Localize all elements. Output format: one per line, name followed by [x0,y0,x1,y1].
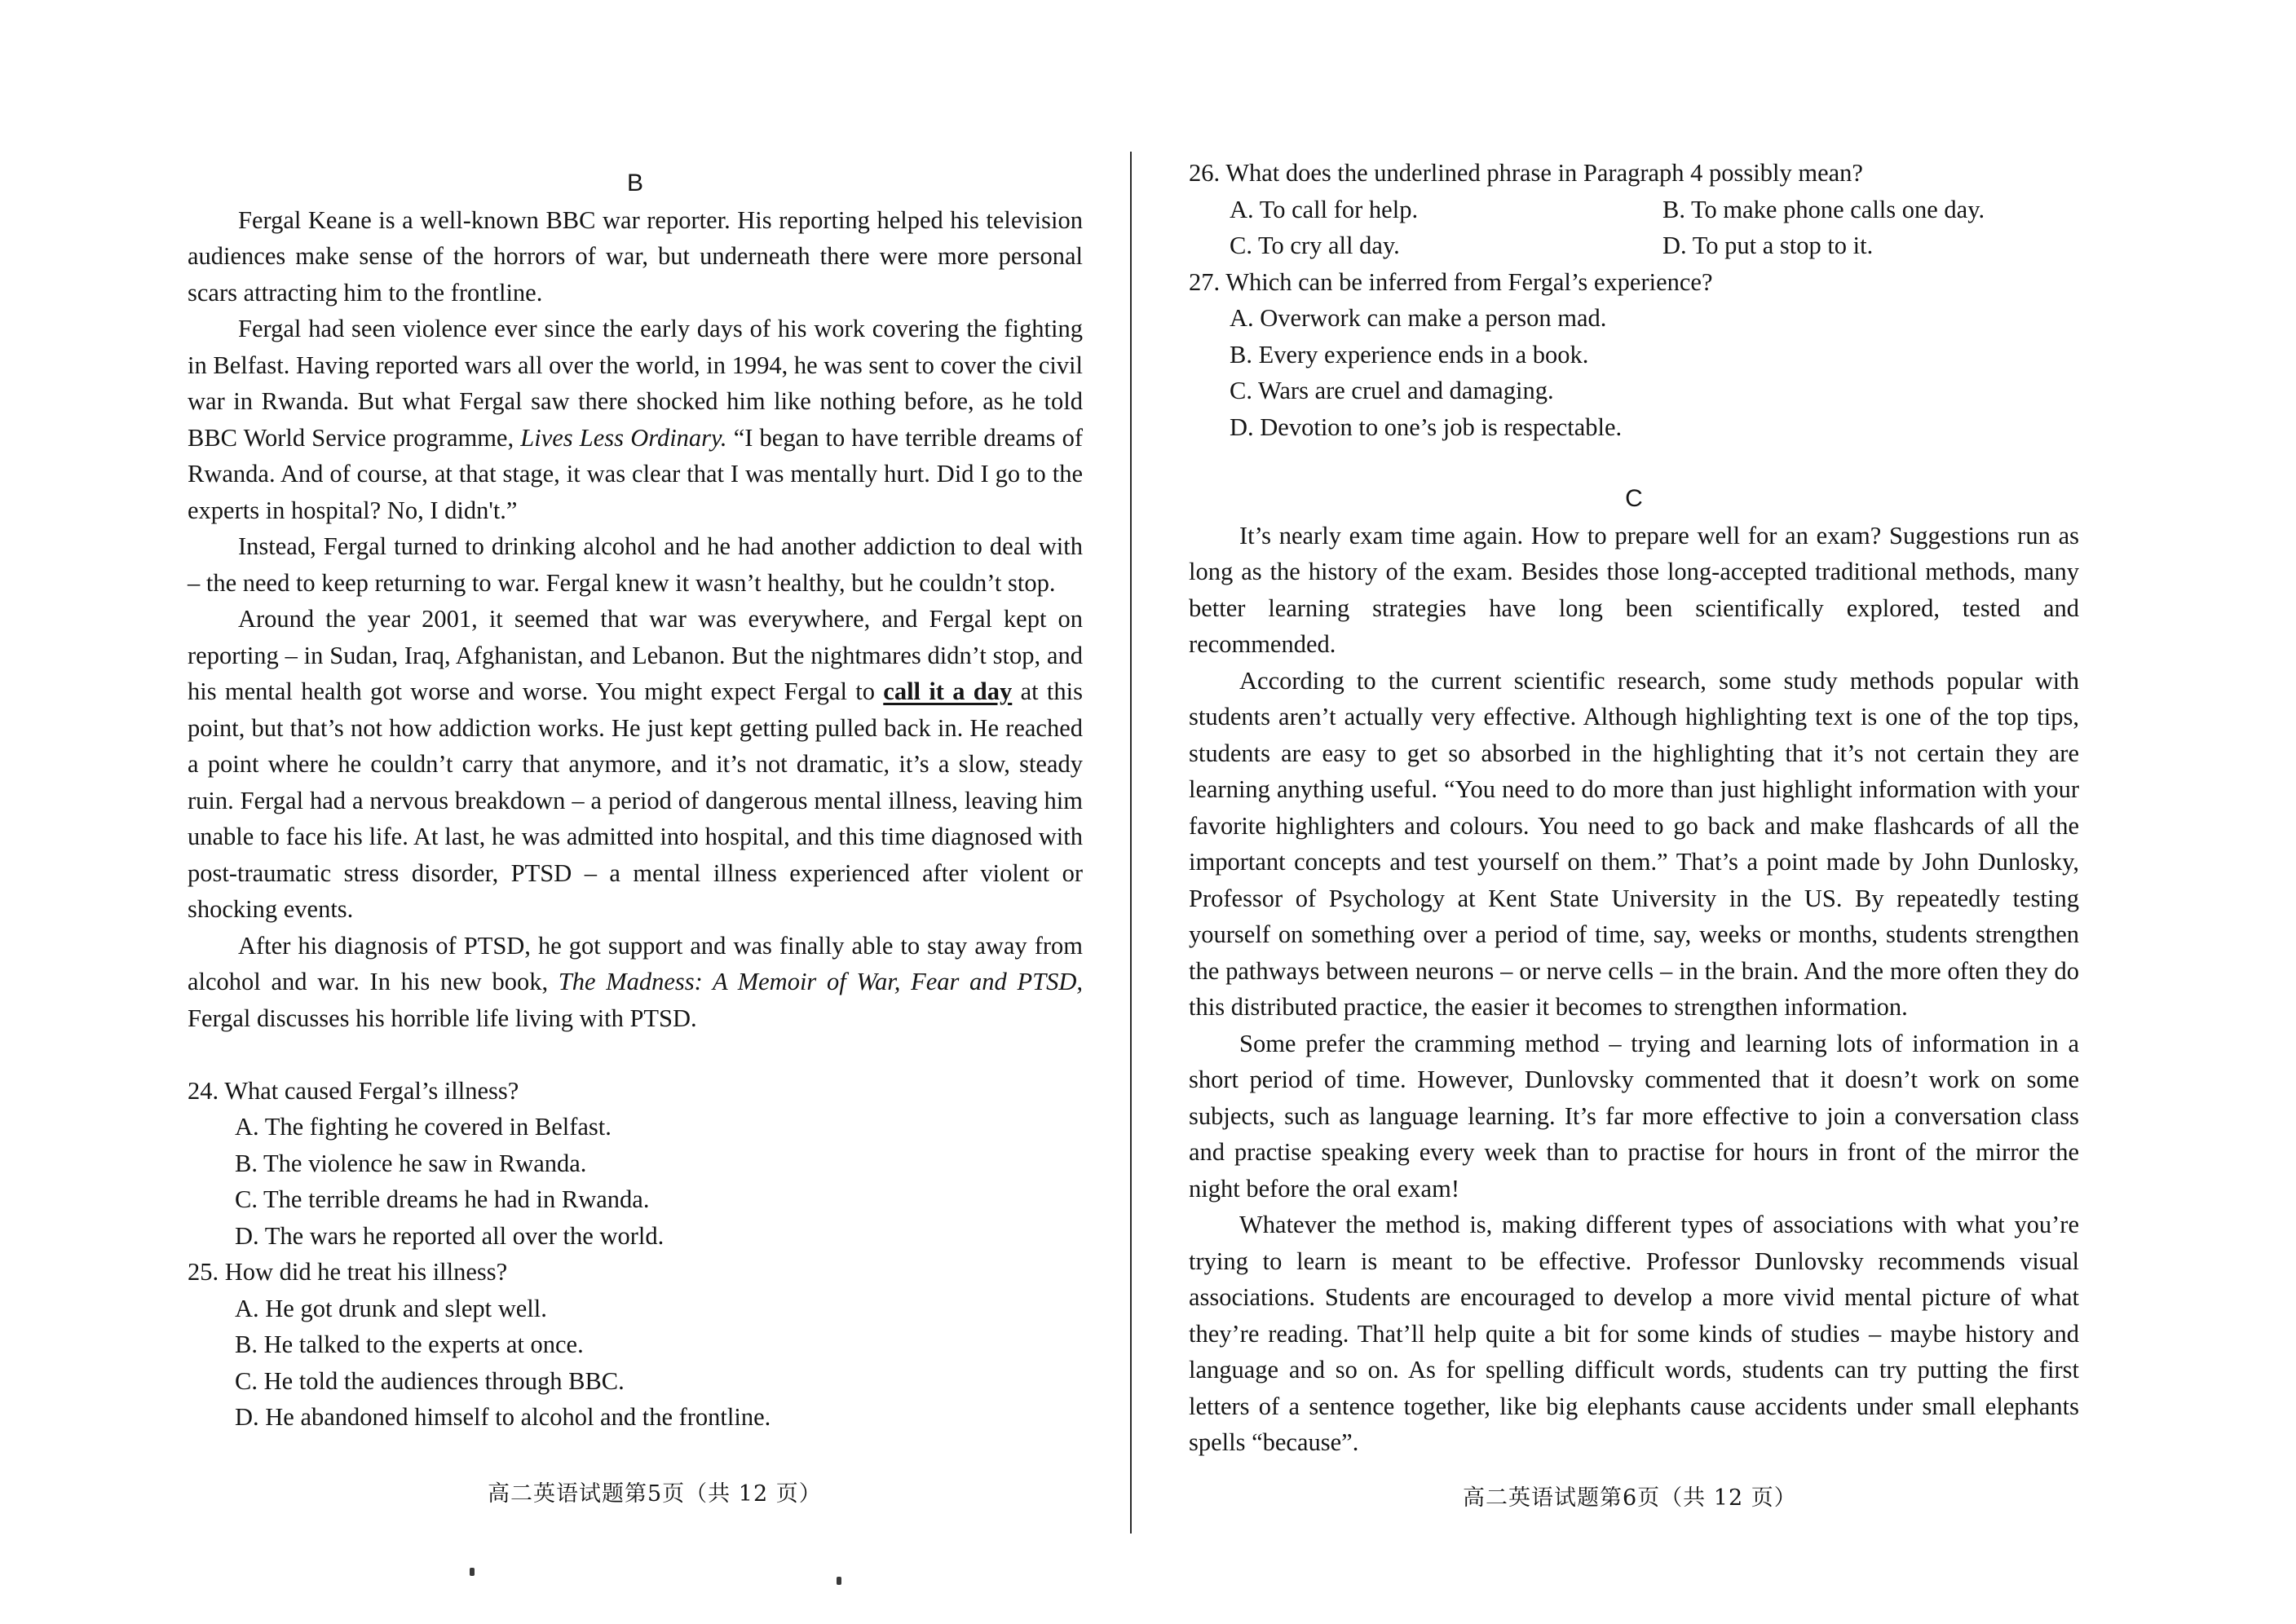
question-26-options [1230,192,2079,264]
programme-title: Lives Less Ordinary. [520,423,727,452]
passage-paragraph: Fergal Keane is a well-known BBC war reporter. His reporting helped his television audiences make sense of the horrors of war, but underneath there were more personal scars attracting him to the frontline. [188,205,1083,307]
paragraph-text: “I began to have terrible dreams of Rwanda. And of course, at that stage, it was clear that I was mentally hurt. Did I go to the experts in hospital? No, I didn't.” [188,423,1084,524]
paragraph-text: After his diagnosis of PTSD, he got support and was finally able to stay away from alcohol and war. In his new book, [188,931,1083,995]
paragraph-text: Around the year 2001, it seemed that war was everywhere, and Fergal kept on reporting – in Sudan, Iraq, Afghanistan, and Lebanon. But the nightmares didn’t stop, and his mental health got worse and worse. You might expect Fergal to [188,605,1083,705]
page-footer-right: 高二英语试题第6页（共 12 页） [1463,1485,1797,1511]
underlined-phrase: call it a day [883,677,1013,705]
question-26-option-a: A. To call for help. [1230,195,1419,223]
question-25-stem: 25. How did he treat his illness? [188,1258,508,1286]
question-24-stem: 24. What caused Fergal’s illness? [188,1076,519,1105]
question-27-options [1230,300,2079,445]
book-title: The Madness: A Memoir of War, Fear and PTSD, [558,968,1083,995]
passage-paragraph [188,311,1083,528]
passage-paragraph: Some prefer the cramming method – trying and learning lots of information in a short period of time. However, Dunlovsky commented that it doesn’t work on some subjects, such as language learning. It’s far more effective to join a conversation class and practise speaking every week than to practise for hours in front of the mirror the night before the oral exam! [1189,1029,2079,1203]
question-27-option-c: C. Wars are cruel and damaging. [1230,377,1554,404]
page-footer-left: 高二英语试题第5页（共 12 页） [488,1481,822,1507]
section-heading-c: C [1625,485,1643,512]
question-26-option-b: B. To make phone calls one day. [1662,195,1985,223]
question-24-option-a: A. The fighting he covered in Belfast. [235,1113,612,1141]
question-26-option-d: D. To put a stop to it. [1662,232,1874,259]
question-25-option-d: D. He abandoned himself to alcohol and the frontline. [235,1403,771,1431]
question-24-option-d: D. The wars he reported all over the world. [235,1221,665,1250]
question-26-option-c: C. To cry all day. [1230,232,1400,259]
paragraph-text: Fergal discusses his horrible life living with PTSD. [188,1004,697,1032]
question-24-option-c: C. The terrible dreams he had in Rwanda. [235,1185,650,1213]
question-27-stem: 27. Which can be inferred from Fergal’s experience? [1189,267,1713,296]
question-block [188,1073,1083,1436]
passage-paragraph [188,601,1083,928]
passage-paragraph: According to the current scientific research, some study methods popular with students aren’t actually very effective. Although highlighting text is one of the top tips, students are easy to get so absorbed in the highlighting that it’s not certain they are learning anything useful. “You need to do more than just highlight information with your favorite highlighters and colours. You need to go back and make flashcards of all the important concepts and test yourself on them.” That’s a point made by John Dunlosky, Professor of Psychology at Kent State University in the US. By repeatedly testing yourself on something over a period of time, say, weeks or months, students strengthen the pathways between neurons – or nerve cells – in the brain. And the more often they do this distributed practice, the easier it becomes to strengthen information. [1189,666,2079,1021]
question-27-option-d: D. Devotion to one’s job is respectable. [1230,413,1623,441]
passage-paragraph [188,928,1083,1037]
passage-paragraph: It’s nearly exam time again. How to prepare well for an exam? Suggestions run as long as the history of the exam. Besides those long-accepted traditional methods, many better learning strategies have long been scientifically explored, tested and recommended. [1189,521,2079,658]
question-24-option-b: B. The violence he saw in Rwanda. [235,1149,587,1177]
right-page [1189,0,2079,1461]
question-27-option-a: A. Overwork can make a person mad. [1230,304,1607,332]
paragraph-text: at this point, but that’s not how addiction works. He just kept getting pulled back in. He reached a point where he couldn’t carry that anymore, and it’s not dramatic, it’s a slow, steady ruin. Fergal had a nervous breakdown – a period of dangerous mental illness, leaving him unable to face his life. At last, he was admitted into hospital, and this time diagnosed with post-traumatic stress disorder, PTSD – a mental illness experienced after violent or shocking events. [188,677,1083,923]
passage-paragraph: Instead, Fergal turned to drinking alcohol and he had another addiction to deal with – the need to keep returning to war. Fergal knew it wasn’t healthy, but he couldn’t stop. [188,532,1083,597]
question-block [1189,155,2079,445]
question-26-stem: 26. What does the underlined phrase in Paragraph 4 possibly mean? [1189,159,1863,187]
scan-speck [837,1577,841,1585]
question-25-option-a: A. He got drunk and slept well. [235,1294,547,1322]
left-page [188,0,1083,1436]
question-27-option-b: B. Every experience ends in a book. [1230,340,1589,368]
question-25-option-b: B. He talked to the experts at once. [235,1331,584,1358]
passage-paragraph: Whatever the method is, making different types of associations with what you’re trying to learn is meant to be effective. Professor Dunlovsky recommends visual associations. Students are encouraged to develop a more vivid mental picture of what they’re reading. That’ll help quite a bit for some kinds of studies – maybe history and language and so on. As for spelling difficult words, students can try putting the first letters of a sentence together, like big elephants cause accidents under small elephants spells “because”. [1189,1211,2079,1456]
section-heading-b: B [626,170,643,196]
scan-speck [470,1568,475,1576]
paragraph-text: Fergal had seen violence ever since the early days of his work covering the fighting in Belfast. Having reported wars all over the world, in 1994, he was sent to cover the civil war in Rwanda. But what Fergal saw there shocked him like nothing before, as he told BBC World Service programme, [188,315,1083,452]
page-divider [1130,152,1132,1534]
question-25-option-c: C. He told the audiences through BBC. [235,1366,625,1395]
